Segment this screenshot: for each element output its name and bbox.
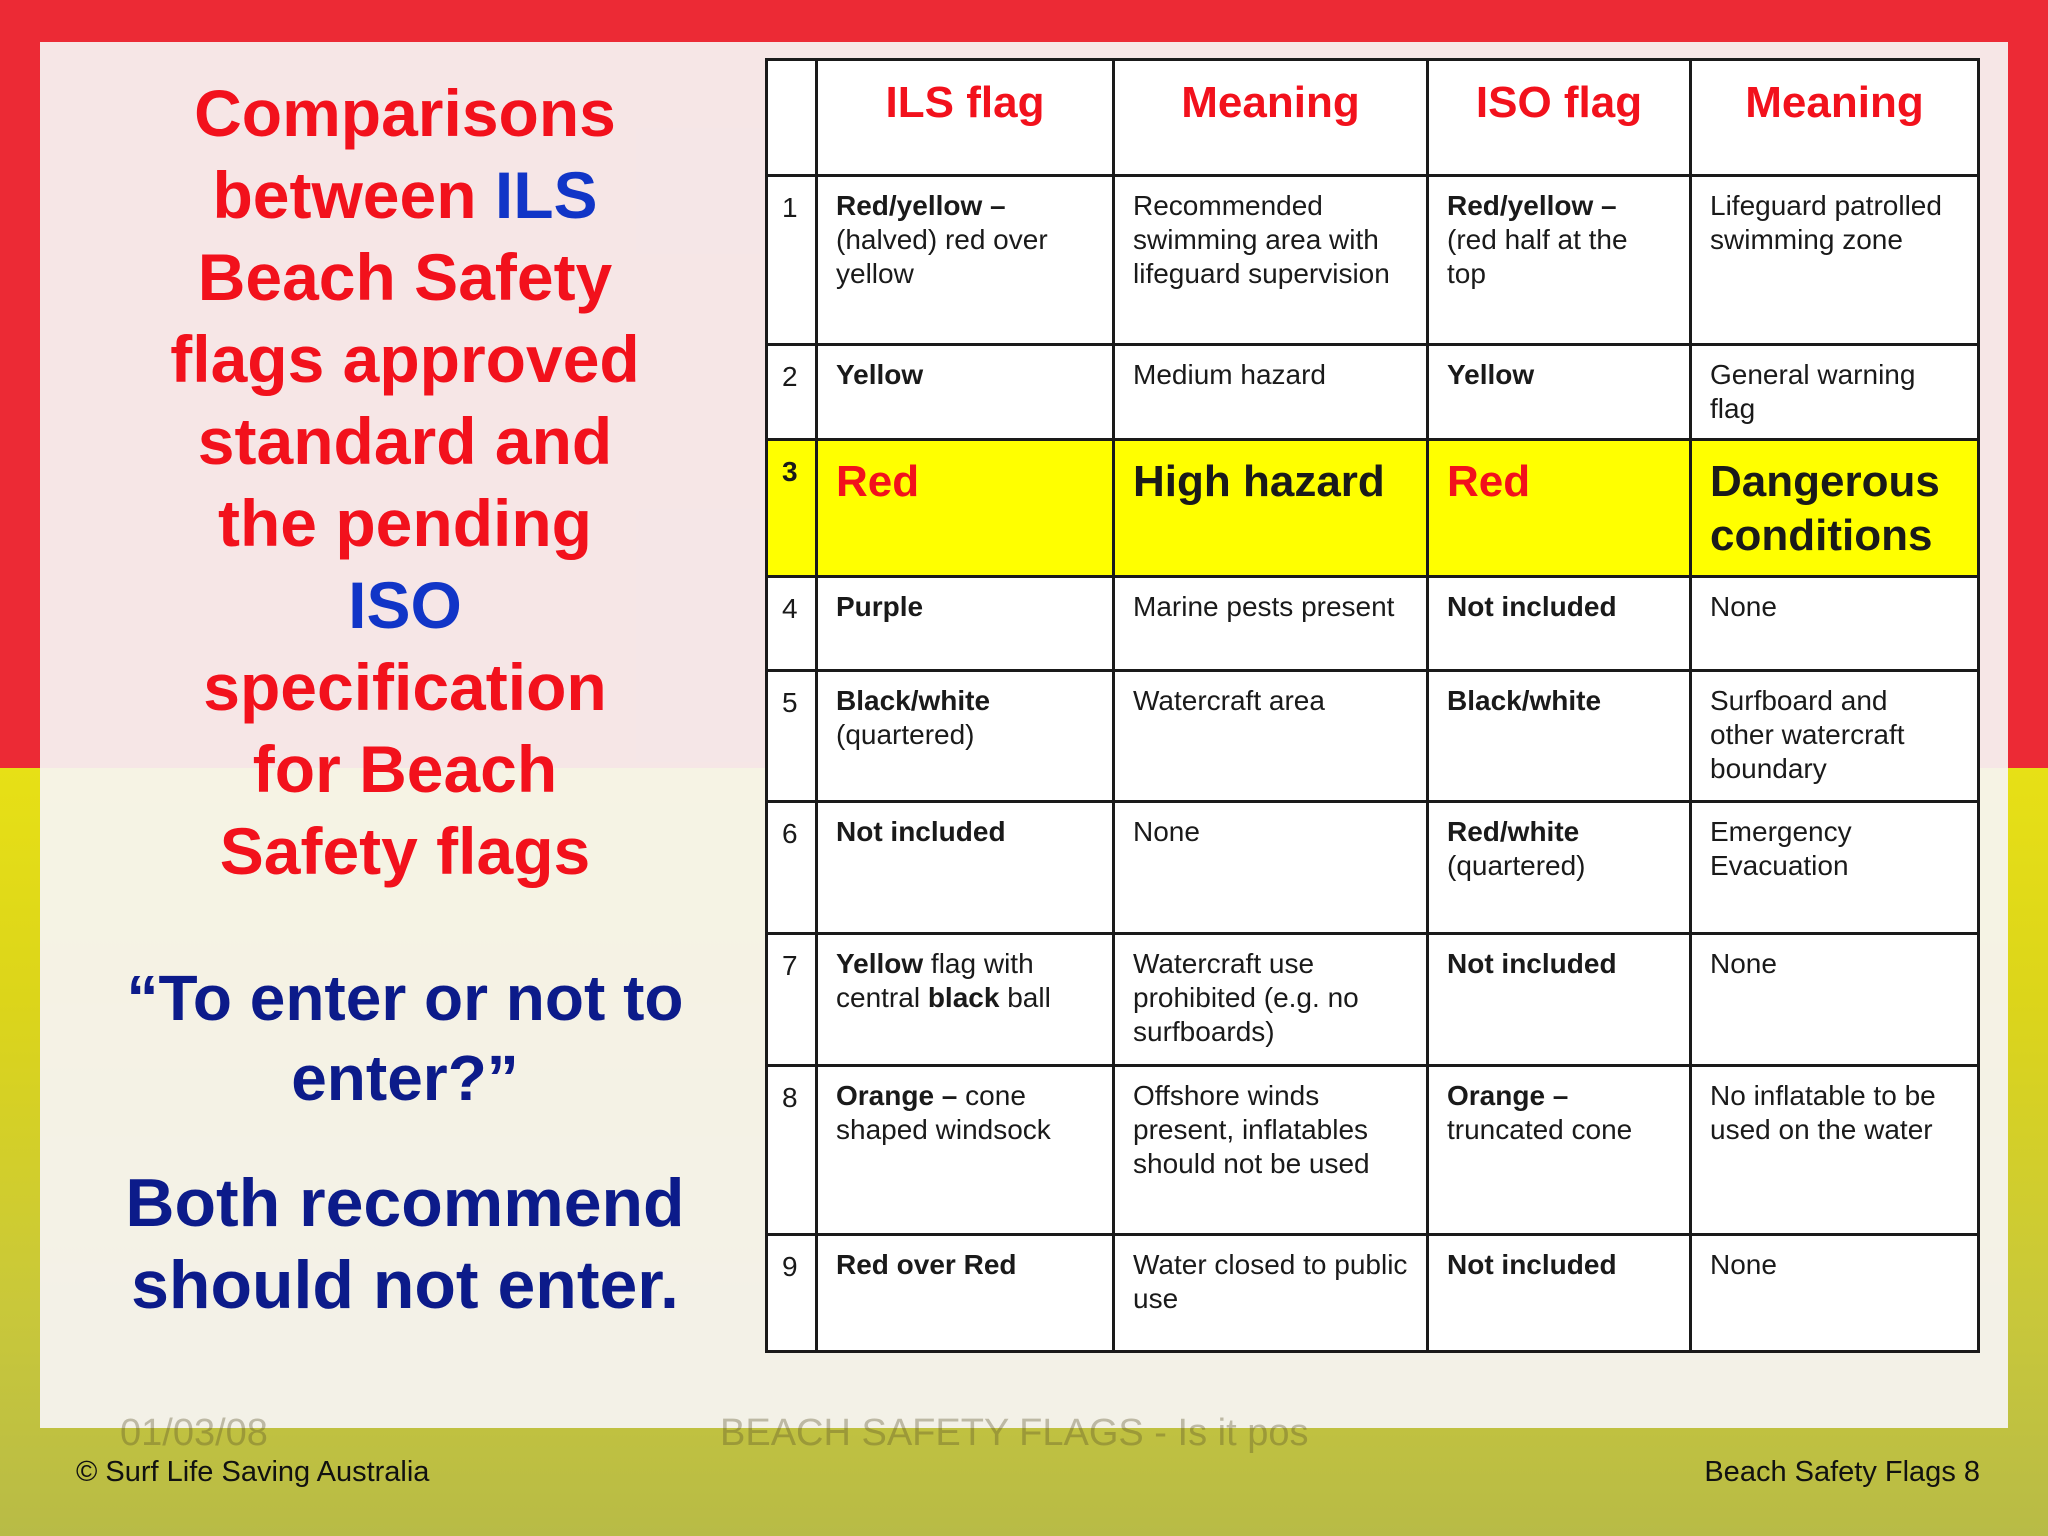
table-row — [767, 802, 1979, 934]
ils-flag-cell — [817, 1066, 1114, 1235]
heading-line — [70, 154, 740, 236]
ils-meaning-cell: Watercraft area — [1114, 671, 1428, 802]
iso-flag-cell — [1428, 1066, 1691, 1235]
answer-line: Both recommend — [125, 1165, 685, 1241]
flag-detail: truncated cone — [1447, 1114, 1633, 1145]
heading-line: Comparisons — [194, 76, 616, 150]
heading-line: Safety flags — [219, 814, 591, 888]
flag-name: Orange – — [1447, 1080, 1569, 1111]
flag-detail: flag with central — [836, 948, 1034, 1013]
footer-copyright: © Surf Life Saving Australia — [76, 1456, 430, 1488]
iso-flag-cell: Black/white — [1428, 671, 1691, 802]
iso-meaning-cell: Surfboard and other watercraft boundary — [1691, 671, 1979, 802]
table-row — [767, 671, 1979, 802]
iso-flag-cell: Not included — [1428, 934, 1691, 1066]
flags-comparison-table — [765, 58, 1980, 1353]
heading-line: for Beach — [252, 732, 558, 806]
row-number: 3 — [767, 440, 817, 577]
header-iso-flag: ISO flag — [1428, 60, 1691, 176]
row-number: 9 — [767, 1235, 817, 1352]
row-number: 4 — [767, 577, 817, 671]
ils-flag-cell: Not included — [817, 802, 1114, 934]
table-row — [767, 577, 1979, 671]
header-number-cell — [767, 60, 817, 176]
table-row — [767, 176, 1979, 345]
heading-line: Beach Safety — [197, 240, 613, 314]
flag-name: Black/white — [836, 685, 991, 716]
table-row — [767, 345, 1979, 440]
iso-meaning-cell: None — [1691, 577, 1979, 671]
iso-meaning-cell: General warning flag — [1691, 345, 1979, 440]
flag-detail: ball — [999, 982, 1051, 1013]
heading-iso: ISO — [348, 568, 462, 642]
slide-heading — [70, 72, 740, 892]
header-ils-flag: ILS flag — [817, 60, 1114, 176]
ghost-title-text: BEACH SAFETY FLAGS - Is it pos — [720, 1412, 1309, 1454]
table-row — [767, 1066, 1979, 1235]
row-number: 7 — [767, 934, 817, 1066]
row-number: 1 — [767, 176, 817, 345]
heading-line: standard and — [197, 404, 613, 478]
ils-flag-cell — [817, 934, 1114, 1066]
ils-meaning-cell: Watercraft use prohibited (e.g. no surfboards) — [1114, 934, 1428, 1066]
iso-flag-cell — [1428, 176, 1691, 345]
flag-name: Red/yellow – — [1447, 190, 1617, 221]
flag-detail: (quartered) — [836, 719, 975, 750]
ils-meaning-cell: High hazard — [1114, 440, 1428, 577]
heading-line: specification — [203, 650, 607, 724]
iso-flag-cell: Not included — [1428, 1235, 1691, 1352]
heading-word: between — [212, 158, 495, 232]
footer-slide-title: Beach Safety Flags 8 — [1704, 1456, 1980, 1488]
flag-name: Orange – — [836, 1080, 958, 1111]
iso-meaning-cell: Emergency Evacuation — [1691, 802, 1979, 934]
table-row-highlighted — [767, 440, 1979, 577]
row-number: 5 — [767, 671, 817, 802]
table-row — [767, 934, 1979, 1066]
ils-flag-cell: Yellow — [817, 345, 1114, 440]
heading-line: the pending — [218, 486, 592, 560]
header-iso-meaning: Meaning — [1691, 60, 1979, 176]
ils-meaning-cell: None — [1114, 802, 1428, 934]
ils-meaning-cell: Water closed to public use — [1114, 1235, 1428, 1352]
iso-flag-cell: Yellow — [1428, 345, 1691, 440]
flag-name: Red/yellow – — [836, 190, 1006, 221]
table-row — [767, 1235, 1979, 1352]
iso-flag-cell — [1428, 802, 1691, 934]
iso-meaning-cell: Dangerous conditions — [1691, 440, 1979, 577]
flag-detail: (quartered) — [1447, 850, 1586, 881]
flag-detail: (halved) red over yellow — [836, 224, 1048, 289]
header-ils-meaning: Meaning — [1114, 60, 1428, 176]
heading-line: flags approved — [170, 322, 640, 396]
iso-meaning-cell: None — [1691, 934, 1979, 1066]
row-number: 2 — [767, 345, 817, 440]
flag-name: Red/white — [1447, 816, 1580, 847]
answer-text — [70, 1162, 740, 1326]
ghost-date-text: 01/03/08 — [120, 1412, 268, 1454]
flag-detail: cone shaped windsock — [836, 1080, 1051, 1145]
table-header-row — [767, 60, 1979, 176]
ils-flag-cell: Red over Red — [817, 1235, 1114, 1352]
left-column — [70, 72, 740, 1326]
flag-detail: (red half at the top — [1447, 224, 1628, 289]
ils-meaning-cell: Medium hazard — [1114, 345, 1428, 440]
iso-flag-cell: Red — [1428, 440, 1691, 577]
quote-line: “To enter or not to — [126, 962, 684, 1034]
answer-line: should not enter. — [131, 1247, 679, 1323]
quote-line: enter?” — [291, 1042, 519, 1114]
quote-text — [70, 958, 740, 1118]
iso-meaning-cell: No inflatable to be used on the water — [1691, 1066, 1979, 1235]
flag-detail-bold: black — [927, 982, 1000, 1013]
ils-meaning-cell: Offshore winds present, inflatables should not be used — [1114, 1066, 1428, 1235]
iso-flag-cell: Not included — [1428, 577, 1691, 671]
iso-meaning-cell: Lifeguard patrolled swimming zone — [1691, 176, 1979, 345]
ils-flag-cell — [817, 176, 1114, 345]
ils-meaning-cell: Marine pests present — [1114, 577, 1428, 671]
heading-ils: ILS — [494, 158, 598, 232]
ils-flag-cell — [817, 671, 1114, 802]
flag-name: Yellow — [836, 948, 924, 979]
iso-meaning-cell: None — [1691, 1235, 1979, 1352]
ils-flag-cell: Red — [817, 440, 1114, 577]
row-number: 6 — [767, 802, 817, 934]
ils-meaning-cell: Recommended swimming area with lifeguard supervision — [1114, 176, 1428, 345]
row-number: 8 — [767, 1066, 817, 1235]
ils-flag-cell: Purple — [817, 577, 1114, 671]
